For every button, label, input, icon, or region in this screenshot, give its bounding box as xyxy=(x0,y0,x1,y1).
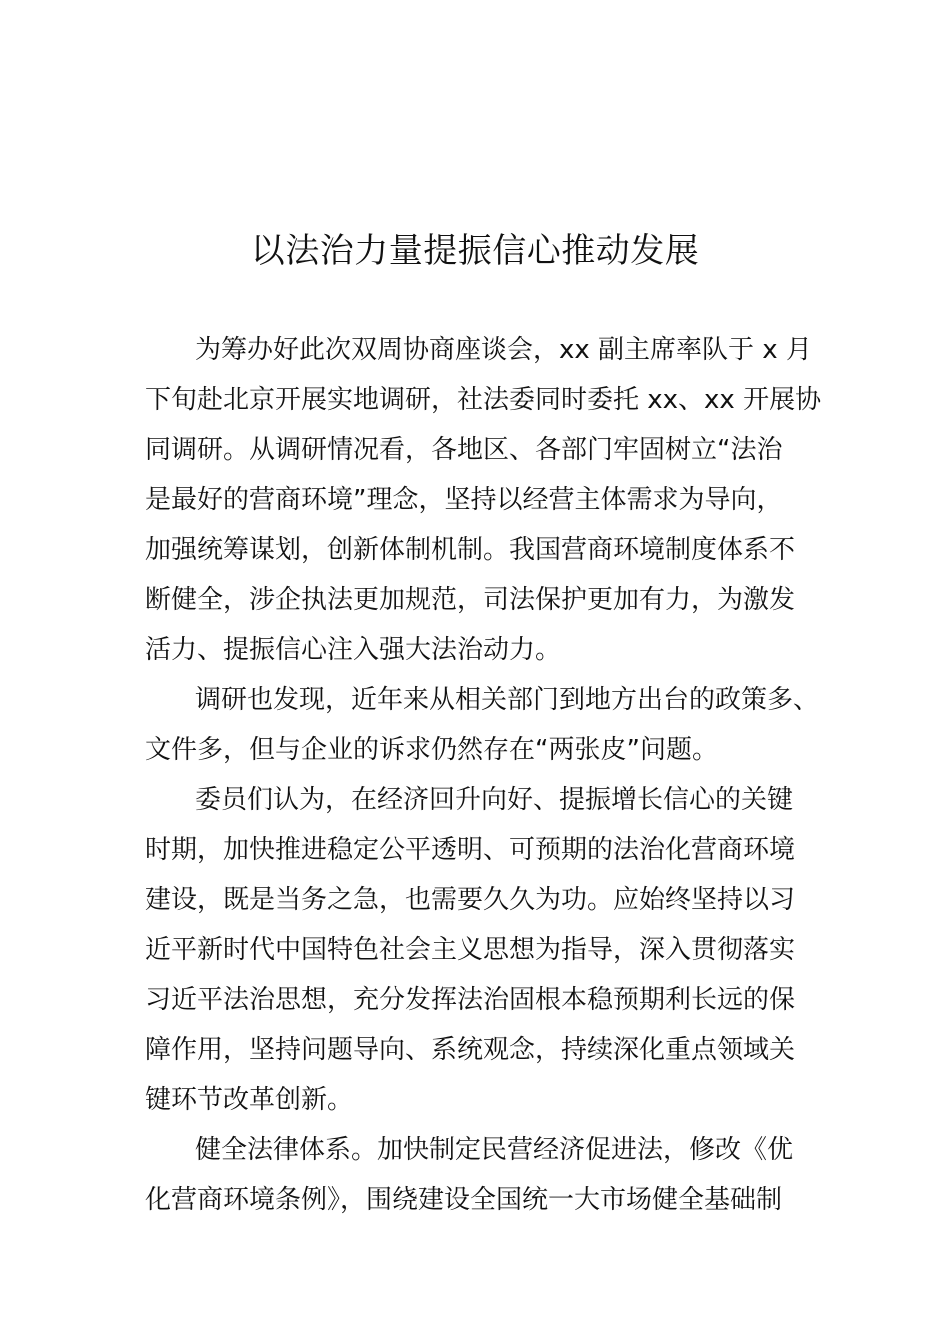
paragraph-1-line-4: 是最好的营商环境”理念，坚持以经营主体需求为导向， xyxy=(145,485,783,515)
paragraph-3-line-7: 键环节改革创新。 xyxy=(145,1085,354,1115)
paragraph-1-line-5: 加强统筹谋划，创新体制机制。我国营商环境制度体系不 xyxy=(145,535,796,565)
paragraph-1-line-7: 活力、提振信心注入强大法治动力。 xyxy=(145,635,562,665)
paragraph-3-line-1: 委员们认为，在经济回升向好、提振增长信心的关键 xyxy=(195,785,794,815)
paragraph-3-line-4: 近平新时代中国特色社会主义思想为指导，深入贯彻落实 xyxy=(145,935,796,965)
paragraph-4-line-1: 健全法律体系。加快制定民营经济促进法，修改《优 xyxy=(195,1135,794,1165)
paragraph-1-line-3: 同调研。从调研情况看，各地区、各部门牢固树立“法治 xyxy=(145,435,783,465)
document-body xyxy=(145,325,825,1225)
paragraph-1-line-6: 断健全，涉企执法更加规范，司法保护更加有力，为激发 xyxy=(145,585,796,615)
paragraph-2-line-1: 调研也发现，近年来从相关部门到地方出台的政策多、 xyxy=(195,685,820,715)
document-title: 以法治力量提振信心推动发展 xyxy=(250,231,700,271)
paragraph-3-line-6: 障作用，坚持问题导向、系统观念，持续深化重点领域关 xyxy=(145,1035,796,1065)
paragraph-1-line-1: 为筹办好此次双周协商座谈会，xx 副主席率队于 x 月 xyxy=(195,335,812,365)
paragraph-3-line-5: 习近平法治思想，充分发挥法治固根本稳预期利长远的保 xyxy=(145,985,796,1015)
paragraph-1-line-2: 下旬赴北京开展实地调研，社法委同时委托 xx、xx 开展协 xyxy=(145,385,822,415)
paragraph-2-line-2: 文件多，但与企业的诉求仍然存在“两张皮”问题。 xyxy=(145,735,718,765)
paragraph-3-line-2: 时期，加快推进稳定公平透明、可预期的法治化营商环境 xyxy=(145,835,796,865)
paragraph-4-line-2: 化营商环境条例》，围绕建设全国统一大市场健全基础制 xyxy=(145,1185,783,1215)
paragraph-3-line-3: 建设，既是当务之急，也需要久久为功。应始终坚持以习 xyxy=(145,885,796,915)
